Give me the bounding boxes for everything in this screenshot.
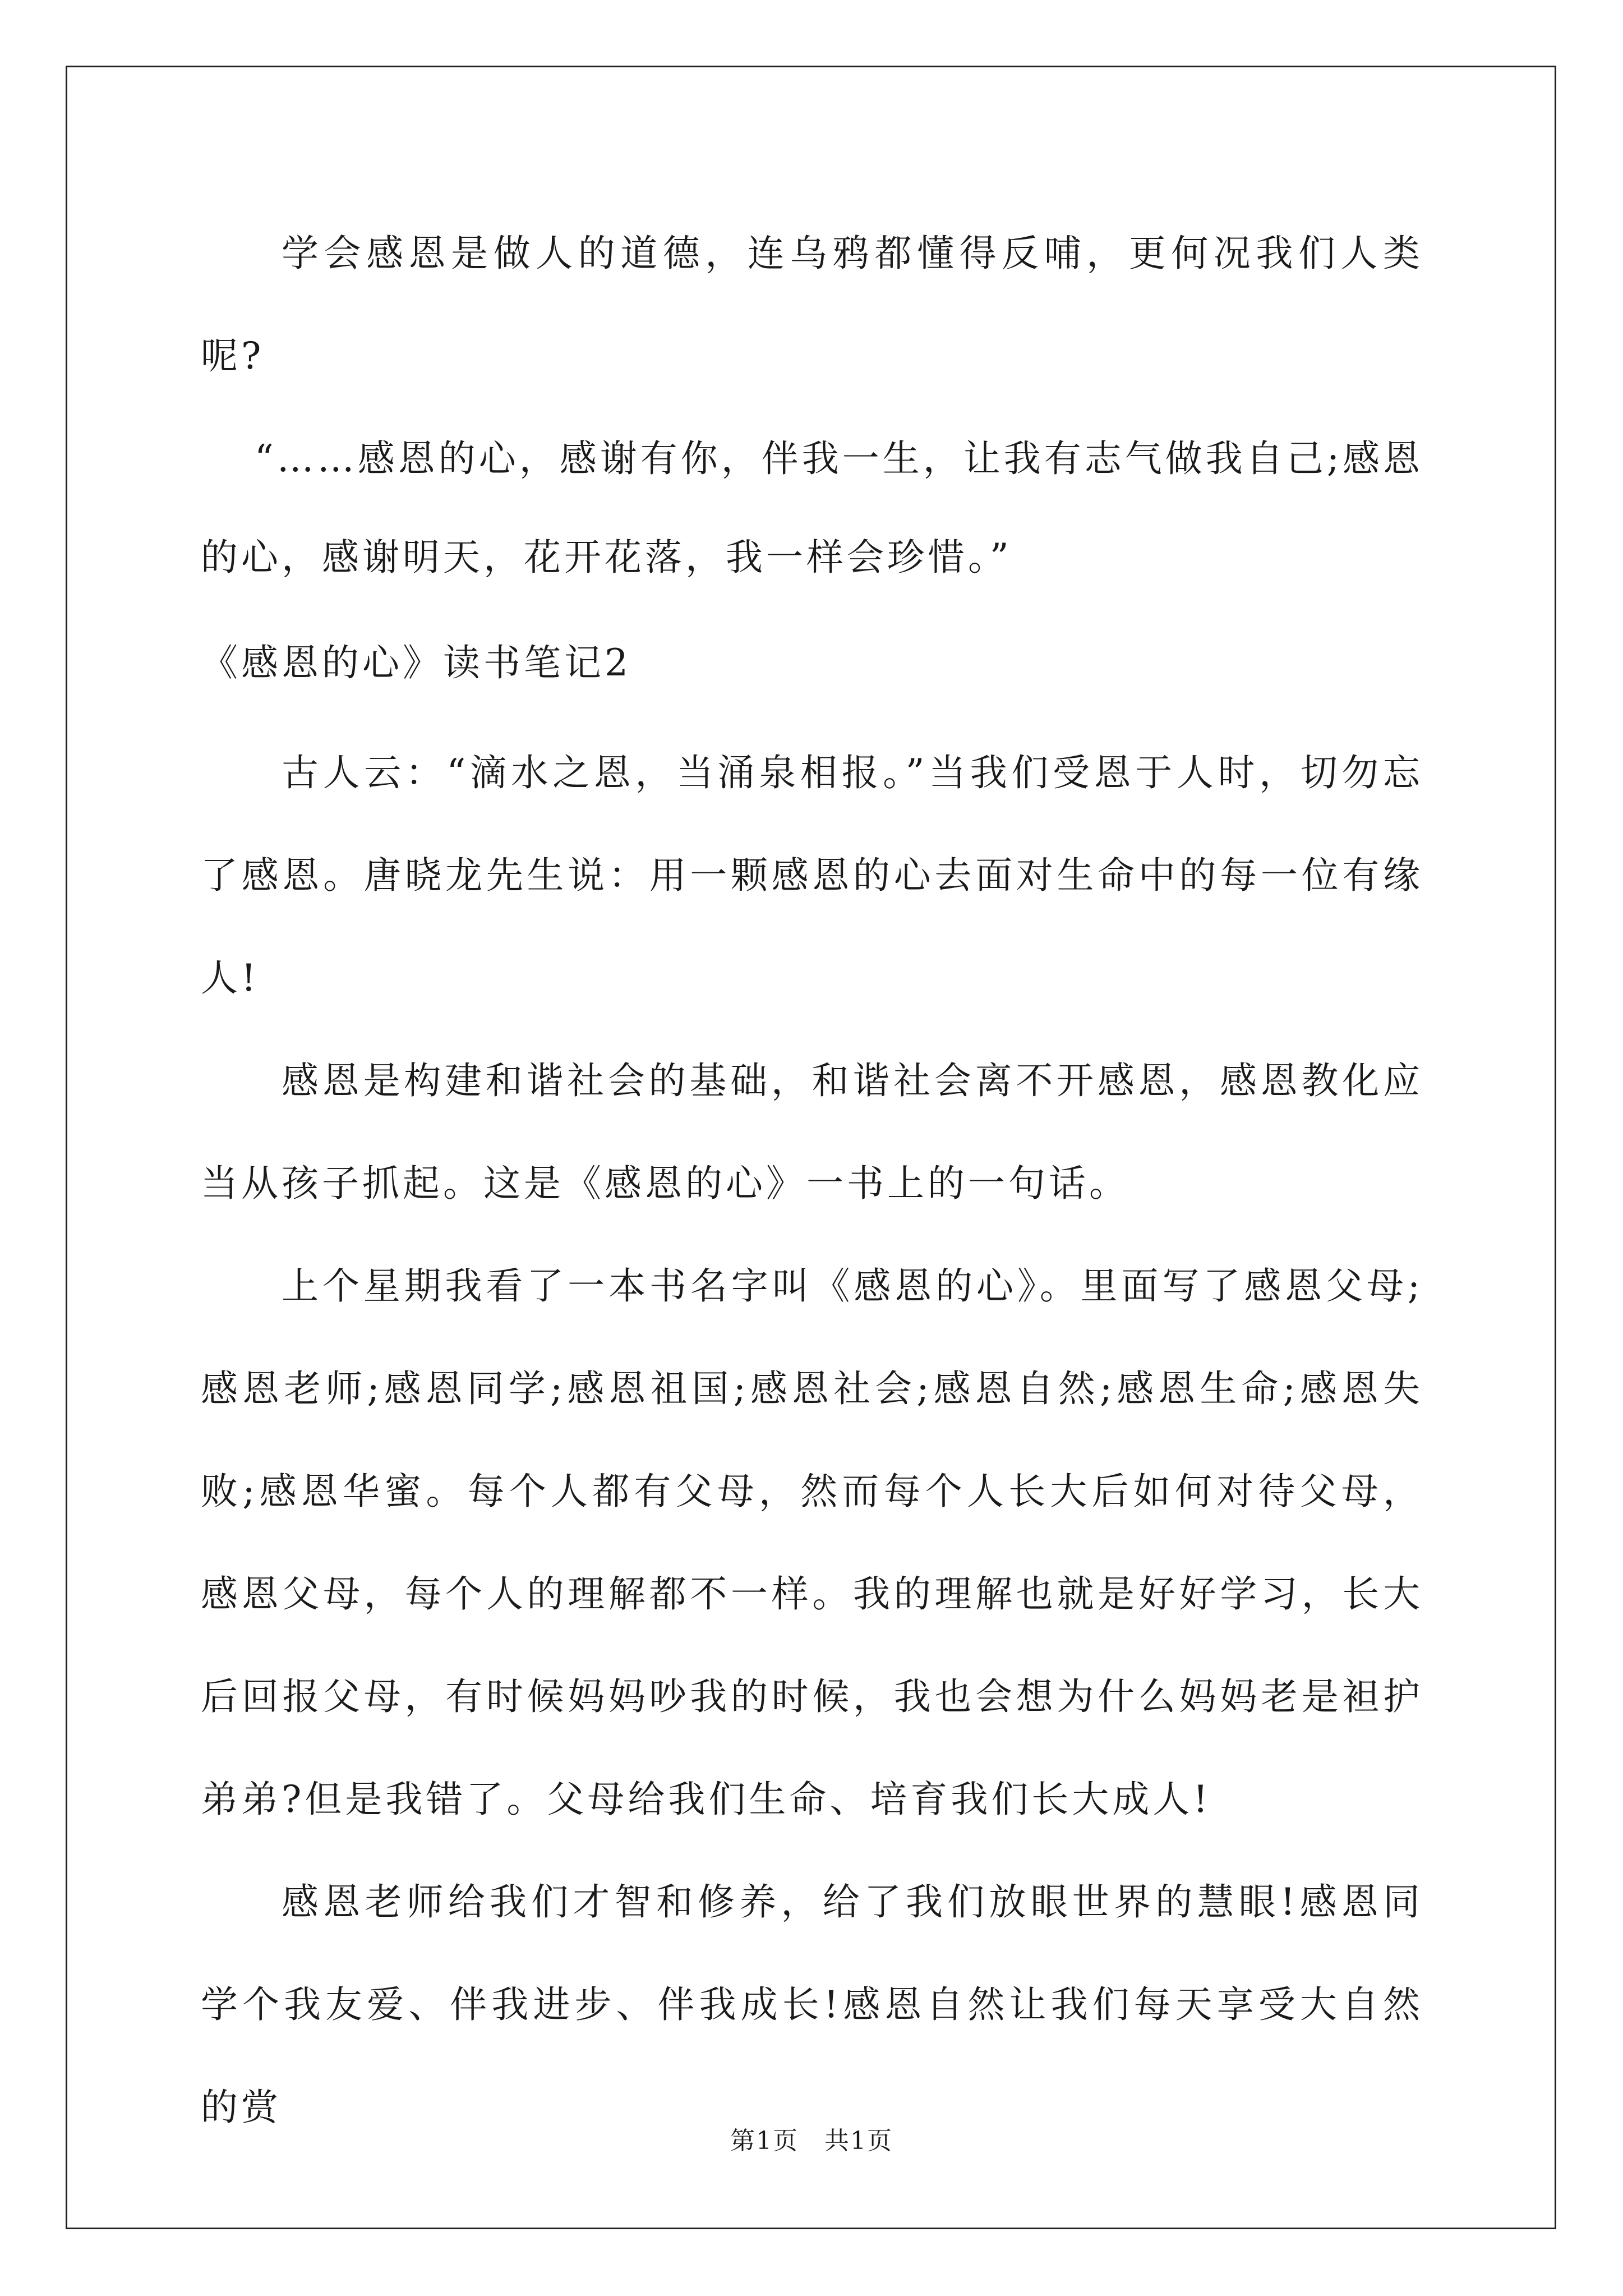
paragraph-ancient-saying: 古人云：“滴水之恩，当涌泉相报。”当我们受恩于人时，切勿忘了感恩。唐晓龙先生说：用一颗感恩的心去面对生命中的每一位有缘人!	[201, 751, 1423, 1000]
section-heading: 《感恩的心》读书笔记2	[201, 641, 631, 684]
paragraph-thanks-teachers: 感恩老师给我们才智和修养，给了我们放眼世界的慧眼!感恩同学个我友爱、伴我进步、伴我成长!感恩自然让我们每天享受大自然的赏	[201, 1880, 1423, 2129]
page-footer: 第1页 共1页	[730, 2127, 893, 2155]
document-body	[201, 202, 1423, 2159]
paragraph-gratitude-morality: 学会感恩是做人的道德，连乌鸦都懂得反哺，更何况我们人类呢?	[201, 232, 1423, 378]
paragraph-harmonious-society: 感恩是构建和谐社会的基础，和谐社会离不开感恩，感恩教化应当从孩子抓起。这是《感恩的心》一书上的一句话。	[201, 1059, 1423, 1205]
paragraph-song-quote: “……感恩的心，感谢有你，伴我一生，让我有志气做我自己;感恩的心，感谢明天，花开花落，我一样会珍惜。”	[201, 437, 1423, 579]
paragraph-book-summary: 上个星期我看了一本书名字叫《感恩的心》。里面写了感恩父母;感恩老师;感恩同学;感恩祖国;感恩社会;感恩自然;感恩生命;感恩失败;感恩华蜜。每个人都有父母，然而每个人长大后如何对待父母，感恩父母，每个人的理解都不一样。我的理解也就是好好学习，长大后回报父母，有时候妈妈吵我的时候，我也会想为什么妈妈老是袒护弟弟?但是我错了。父母给我们生命、培育我们长大成人!	[201, 1264, 1423, 1821]
